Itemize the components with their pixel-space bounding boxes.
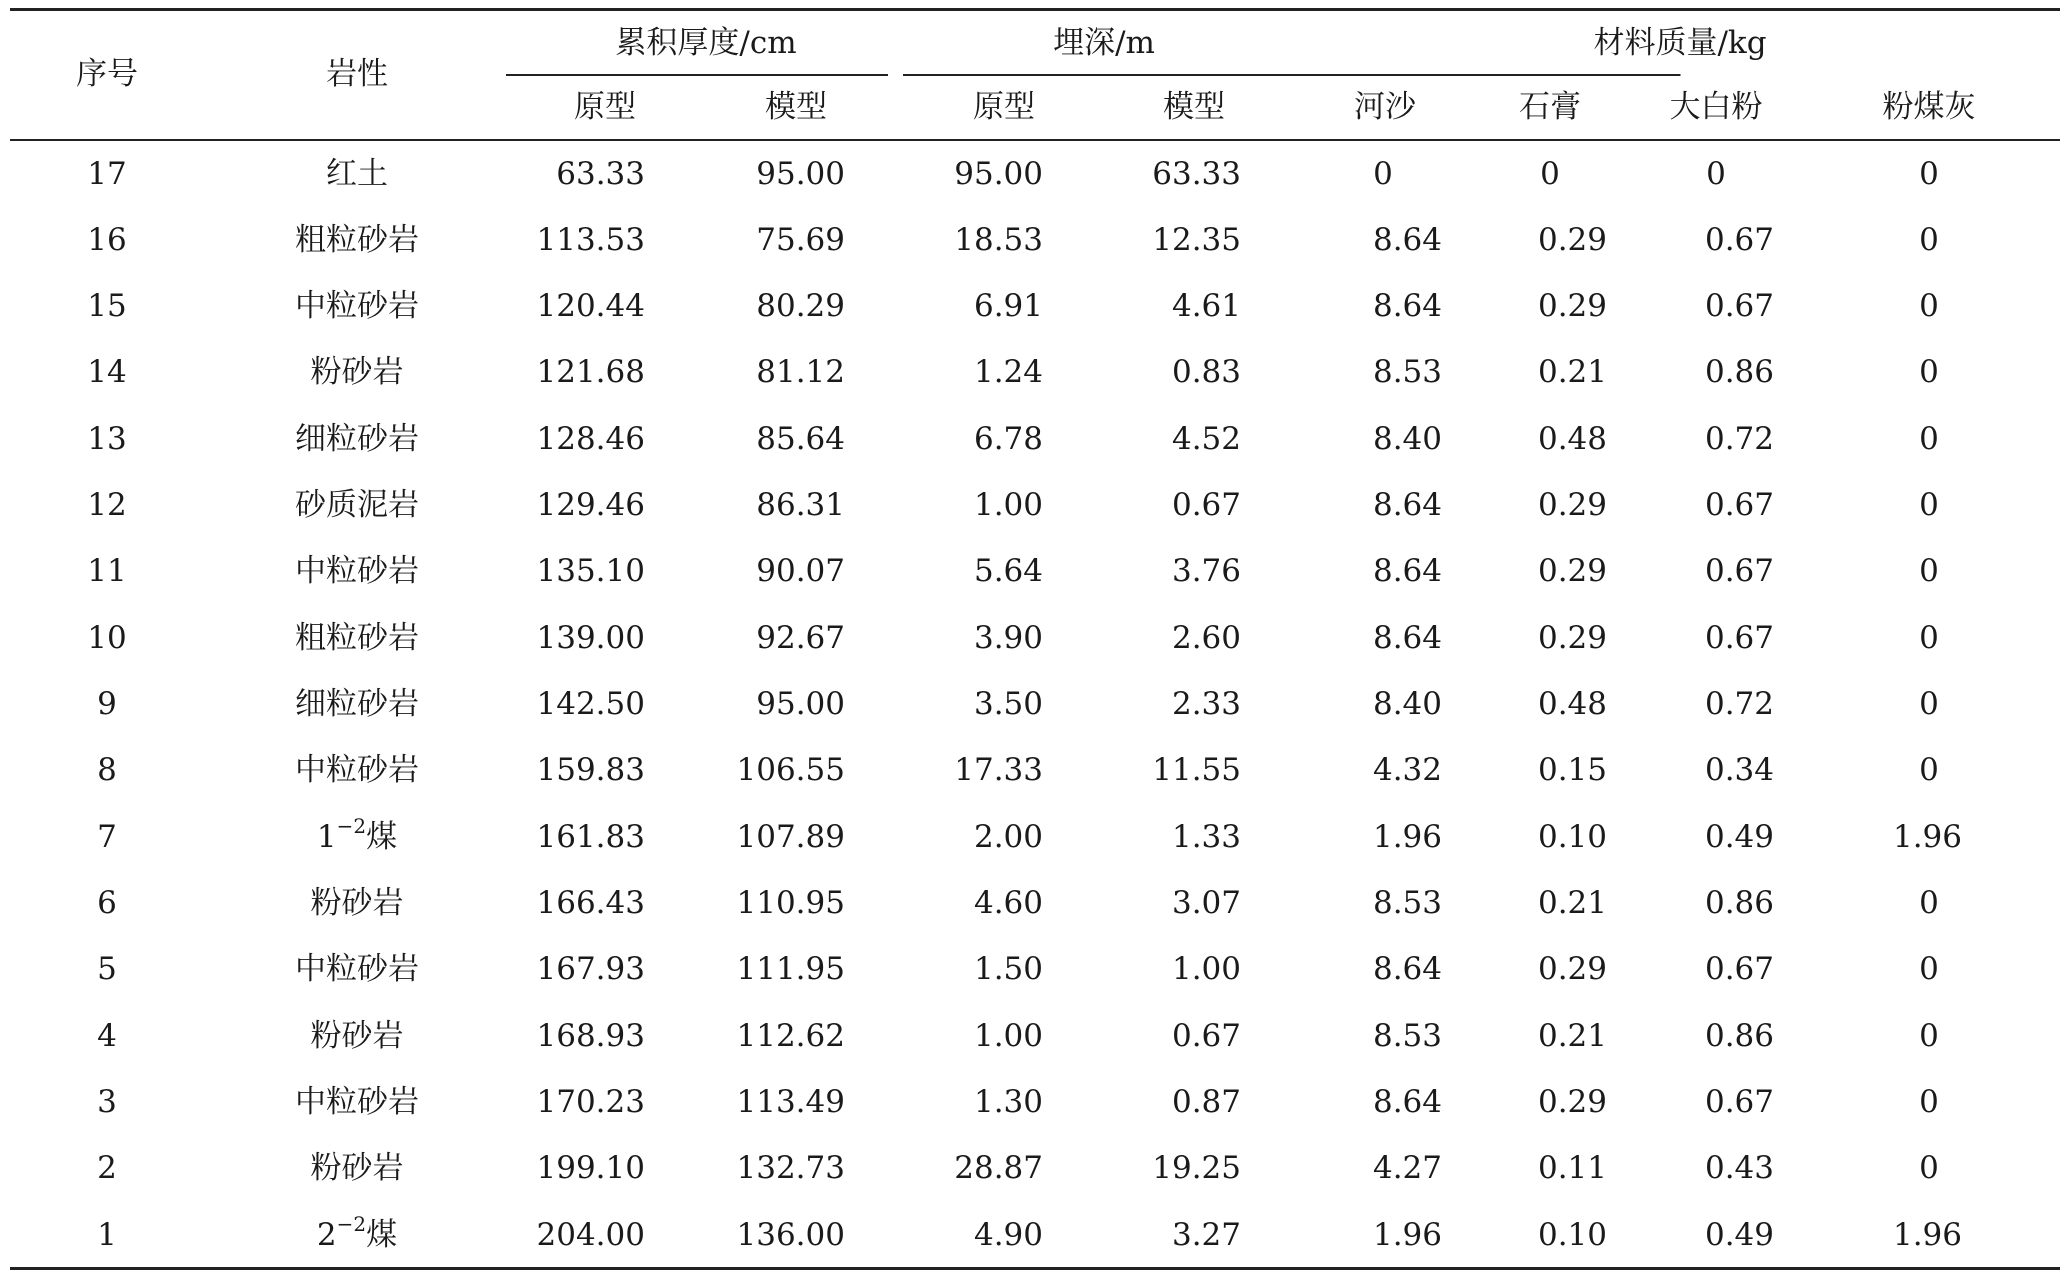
cell-lithology: 中粒砂岩 [295,752,419,788]
cell-depth-model: 0.67 [1171,1018,1241,1054]
table-header-rule [10,139,2060,141]
cell-sand: 8.40 [1372,421,1442,457]
cell-chalk: 0 [1706,156,1726,192]
cell-lithology: $1^{-2}$煤 [316,814,398,855]
cell-depth-model: 3.76 [1171,553,1241,589]
cell-cum-prototype: 139.00 [536,620,645,656]
cell-gypsum: 0.29 [1537,620,1607,656]
cell-lithology: 粗粒砂岩 [295,222,419,258]
cell-sand: 4.32 [1372,752,1442,788]
cell-depth-prototype: 1.00 [973,1018,1043,1054]
cell-flyash: 1.96 [1892,819,1962,855]
header-cum-thickness: 累积厚度/cm [615,25,797,61]
cell-depth-prototype: 28.87 [954,1150,1043,1186]
cell-sand: 8.64 [1372,951,1442,987]
table-row [0,552,2064,592]
cell-gypsum: 0.48 [1537,421,1607,457]
cell-cum-model: 136.00 [736,1217,845,1253]
cell-chalk: 0.34 [1704,752,1774,788]
header-cum-prototype: 原型 [574,89,636,125]
cell-depth-model: 11.55 [1152,752,1241,788]
header-gypsum: 石膏 [1519,89,1581,125]
cell-cum-prototype: 168.93 [536,1018,645,1054]
cell-flyash: 0 [1919,686,1939,722]
table-row [0,884,2064,924]
cell-chalk: 0.86 [1704,885,1774,921]
table-row [0,950,2064,990]
cell-flyash: 0 [1919,885,1939,921]
cell-gypsum: 0.21 [1537,354,1607,390]
cell-cum-model: 112.62 [736,1018,845,1054]
cell-depth-prototype: 4.90 [973,1217,1043,1253]
cell-chalk: 0.49 [1704,819,1774,855]
cell-cum-prototype: 135.10 [536,553,645,589]
cell-gypsum: 0.29 [1537,553,1607,589]
cell-lithology: 中粒砂岩 [295,1084,419,1120]
cell-sand: 8.64 [1372,288,1442,324]
header-cum-model: 模型 [765,89,827,125]
cell-seq: 2 [97,1150,117,1186]
cell-flyash: 0 [1919,156,1939,192]
cell-sand: 4.27 [1372,1150,1442,1186]
cell-depth-model: 4.52 [1171,421,1241,457]
cell-lithology: $2^{-2}$煤 [316,1212,398,1253]
table-row [0,353,2064,393]
cell-depth-model: 2.33 [1171,686,1241,722]
cell-depth-prototype: 6.91 [973,288,1043,324]
cell-flyash: 0 [1919,553,1939,589]
cell-lithology: 红土 [326,156,388,192]
cell-depth-prototype: 1.24 [973,354,1043,390]
cell-seq: 12 [87,487,127,523]
cell-sand: 8.53 [1372,885,1442,921]
table-row [0,1212,2064,1256]
cell-seq: 11 [87,553,127,589]
cell-chalk: 0.67 [1704,288,1774,324]
cell-lithology: 砂质泥岩 [295,487,419,523]
cell-sand: 1.96 [1372,1217,1442,1253]
cell-lithology: 细粒砂岩 [295,421,419,457]
cell-gypsum: 0.29 [1537,951,1607,987]
cell-seq: 14 [87,354,127,390]
cell-depth-model: 3.27 [1171,1217,1241,1253]
header-seq: 序号 [76,56,138,92]
cell-flyash: 1.96 [1892,1217,1962,1253]
table-row [0,814,2064,858]
cell-sand: 8.64 [1372,487,1442,523]
cell-flyash: 0 [1919,288,1939,324]
cell-gypsum: 0.15 [1537,752,1607,788]
cell-lithology: 中粒砂岩 [295,951,419,987]
cell-seq: 3 [97,1084,117,1120]
cell-seq: 9 [97,686,117,722]
table-row [0,751,2064,791]
table-row [0,619,2064,659]
cell-depth-model: 3.07 [1171,885,1241,921]
cell-chalk: 0.67 [1704,487,1774,523]
cell-cum-prototype: 166.43 [536,885,645,921]
table-row [0,287,2064,327]
cell-cum-prototype: 170.23 [536,1084,645,1120]
cell-cum-model: 86.31 [756,487,845,523]
cell-cum-prototype: 129.46 [536,487,645,523]
cell-gypsum: 0.10 [1537,819,1607,855]
cell-flyash: 0 [1919,354,1939,390]
cell-depth-prototype: 95.00 [954,156,1043,192]
cell-gypsum: 0.21 [1537,885,1607,921]
cell-flyash: 0 [1919,620,1939,656]
cell-cum-prototype: 128.46 [536,421,645,457]
cell-depth-prototype: 4.60 [973,885,1043,921]
cell-chalk: 0.86 [1704,354,1774,390]
cell-cum-model: 107.89 [736,819,845,855]
cell-cum-prototype: 120.44 [536,288,645,324]
cell-sand: 8.64 [1372,1084,1442,1120]
cell-cum-model: 75.69 [756,222,845,258]
cell-cum-model: 95.00 [756,686,845,722]
cell-depth-prototype: 1.00 [973,487,1043,523]
cell-chalk: 0.67 [1704,222,1774,258]
table-row [0,1017,2064,1057]
cell-chalk: 0.67 [1704,553,1774,589]
header-depth-model: 模型 [1163,89,1225,125]
cell-cum-prototype: 142.50 [536,686,645,722]
cell-flyash: 0 [1919,951,1939,987]
cell-depth-model: 0.67 [1171,487,1241,523]
cell-gypsum: 0.11 [1537,1150,1607,1186]
cell-depth-prototype: 3.90 [973,620,1043,656]
cell-depth-prototype: 1.50 [973,951,1043,987]
cell-flyash: 0 [1919,222,1939,258]
cell-depth-prototype: 17.33 [954,752,1043,788]
cell-seq: 15 [87,288,127,324]
cell-cum-model: 132.73 [736,1150,845,1186]
cell-seq: 17 [87,156,127,192]
cell-depth-model: 1.00 [1171,951,1241,987]
cell-chalk: 0.49 [1704,1217,1774,1253]
cell-depth-prototype: 18.53 [954,222,1043,258]
cell-gypsum: 0.29 [1537,487,1607,523]
header-depth: 埋深/m [1053,25,1155,61]
cell-gypsum: 0 [1540,156,1560,192]
cell-depth-model: 1.33 [1171,819,1241,855]
cell-flyash: 0 [1919,752,1939,788]
cell-lithology: 粗粒砂岩 [295,620,419,656]
cell-depth-prototype: 2.00 [973,819,1043,855]
header-depth-prototype: 原型 [973,89,1035,125]
cell-depth-prototype: 1.30 [973,1084,1043,1120]
cell-cum-model: 111.95 [736,951,845,987]
header-sand: 河沙 [1354,89,1416,125]
cell-chalk: 0.72 [1704,686,1774,722]
cell-sand: 8.53 [1372,354,1442,390]
cell-sand: 8.40 [1372,686,1442,722]
cell-cum-prototype: 204.00 [536,1217,645,1253]
cell-flyash: 0 [1919,487,1939,523]
cell-sand: 8.64 [1372,222,1442,258]
cell-cum-model: 85.64 [756,421,845,457]
table-bottom-rule [10,1267,2060,1270]
cell-chalk: 0.67 [1704,1084,1774,1120]
cell-lithology: 粉砂岩 [310,354,404,390]
cell-depth-model: 0.83 [1171,354,1241,390]
cell-depth-model: 4.61 [1171,288,1241,324]
table-row [0,221,2064,261]
cell-cum-prototype: 63.33 [556,156,645,192]
cell-cum-prototype: 167.93 [536,951,645,987]
cell-chalk: 0.72 [1704,421,1774,457]
cell-seq: 16 [87,222,127,258]
cell-gypsum: 0.10 [1537,1217,1607,1253]
table-row [0,486,2064,526]
cell-cum-model: 92.67 [756,620,845,656]
header-flyash: 粉煤灰 [1882,89,1976,125]
cell-flyash: 0 [1919,1150,1939,1186]
cell-cum-model: 110.95 [736,885,845,921]
cell-lithology: 中粒砂岩 [295,288,419,324]
cell-lithology: 粉砂岩 [310,1018,404,1054]
cell-flyash: 0 [1919,1084,1939,1120]
cell-depth-model: 63.33 [1152,156,1241,192]
cell-depth-prototype: 5.64 [973,553,1043,589]
cell-cum-prototype: 199.10 [536,1150,645,1186]
cell-seq: 10 [87,620,127,656]
cell-sand: 8.53 [1372,1018,1442,1054]
cell-depth-model: 19.25 [1152,1150,1241,1186]
cell-lithology: 粉砂岩 [310,1150,404,1186]
cell-chalk: 0.43 [1704,1150,1774,1186]
cell-seq: 8 [97,752,117,788]
cell-flyash: 0 [1919,421,1939,457]
table-row [0,1149,2064,1189]
cell-sand: 0 [1373,156,1393,192]
cell-depth-model: 2.60 [1171,620,1241,656]
cell-seq: 6 [97,885,117,921]
cell-cum-model: 113.49 [736,1084,845,1120]
cell-cum-prototype: 161.83 [536,819,645,855]
header-chalk: 大白粉 [1669,89,1763,125]
cell-chalk: 0.67 [1704,620,1774,656]
cell-sand: 8.64 [1372,553,1442,589]
cell-flyash: 0 [1919,1018,1939,1054]
cell-sand: 1.96 [1372,819,1442,855]
cell-gypsum: 0.48 [1537,686,1607,722]
cell-depth-prototype: 6.78 [973,421,1043,457]
table-row [0,685,2064,725]
cell-gypsum: 0.21 [1537,1018,1607,1054]
header-lithology: 岩性 [326,56,388,92]
cell-cum-model: 106.55 [736,752,845,788]
cell-lithology: 细粒砂岩 [295,686,419,722]
cell-chalk: 0.86 [1704,1018,1774,1054]
cell-seq: 5 [97,951,117,987]
cell-depth-prototype: 3.50 [973,686,1043,722]
cell-seq: 13 [87,421,127,457]
cell-seq: 1 [97,1217,117,1253]
cell-cum-model: 95.00 [756,156,845,192]
cell-cum-model: 80.29 [756,288,845,324]
cell-cum-model: 81.12 [756,354,845,390]
cell-gypsum: 0.29 [1537,222,1607,258]
material-mass-underline [922,74,1681,76]
cell-cum-prototype: 121.68 [536,354,645,390]
cell-depth-model: 12.35 [1152,222,1241,258]
header-material-mass: 材料质量/kg [1593,25,1767,61]
cell-seq: 4 [97,1018,117,1054]
table-row [0,155,2064,195]
cell-cum-prototype: 113.53 [536,222,645,258]
cell-sand: 8.64 [1372,620,1442,656]
table-row [0,420,2064,460]
cell-gypsum: 0.29 [1537,1084,1607,1120]
cell-cum-model: 90.07 [756,553,845,589]
cell-gypsum: 0.29 [1537,288,1607,324]
cum-thickness-underline [506,74,888,76]
cell-lithology: 粉砂岩 [310,885,404,921]
cell-depth-model: 0.87 [1171,1084,1241,1120]
cell-chalk: 0.67 [1704,951,1774,987]
table-row [0,1083,2064,1123]
cell-seq: 7 [97,819,117,855]
table-top-rule [10,8,2060,11]
cell-cum-prototype: 159.83 [536,752,645,788]
cell-lithology: 中粒砂岩 [295,553,419,589]
